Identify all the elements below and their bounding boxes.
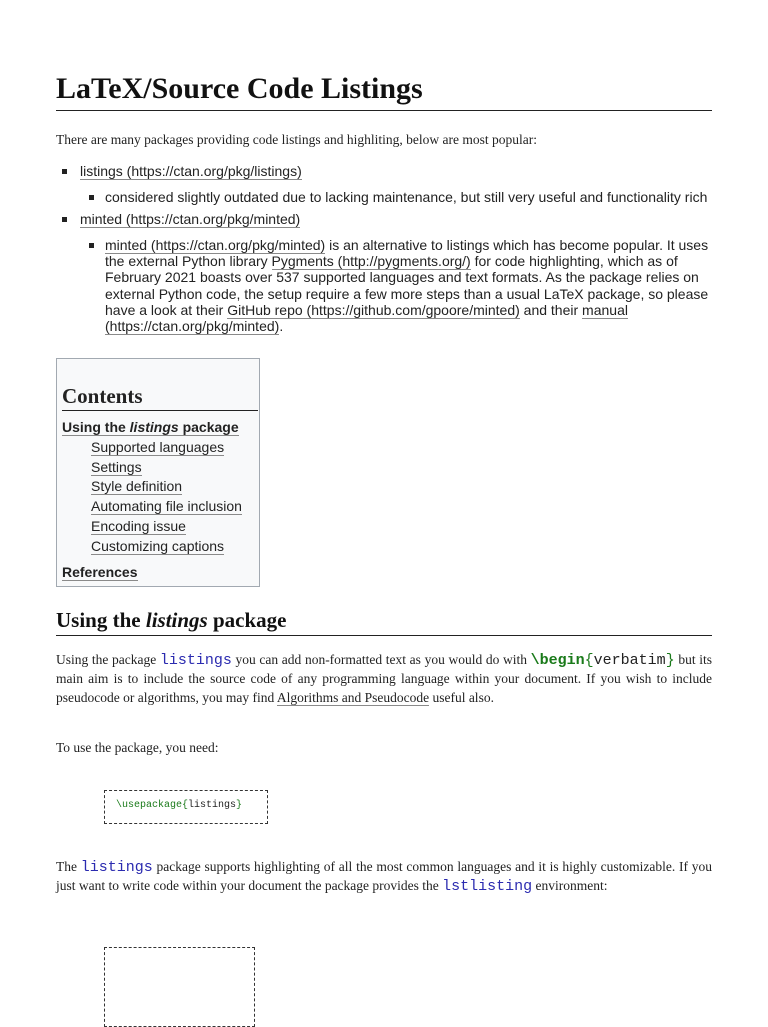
toc-list [62, 418, 262, 582]
section-paragraph-1 [56, 651, 712, 707]
toc-item-customizing-captions[interactable] [62, 537, 262, 557]
minted-desc-text-4: . [279, 318, 284, 335]
toc-section-suffix: package [178, 419, 239, 435]
toc-item-encoding-issue[interactable] [62, 517, 262, 537]
p3-code-listings: listings [80, 859, 153, 876]
toc-item-references[interactable] [62, 563, 262, 583]
listings-note: considered slightly outdated due to lacking maintenance, but still very useful and functionality rich [80, 189, 712, 205]
p1-code-rbrace: } [665, 652, 675, 669]
section-heading-prefix: Using the [56, 608, 146, 632]
table-of-contents [56, 358, 260, 587]
toc-item-automating-file-inclusion[interactable] [62, 497, 262, 517]
toc-link-supported-languages[interactable]: Supported languages [91, 438, 225, 455]
toc-link-using-listings[interactable] [62, 419, 239, 436]
p1-text-b: you can add non-formatted text as you would do with [231, 652, 531, 667]
p3-text-a: The [56, 859, 81, 874]
section-heading-suffix: package [207, 608, 287, 632]
toc-link-customizing-captions[interactable]: Customizing captions [91, 537, 225, 554]
p1-text-a: Using the package [56, 652, 160, 667]
toc-link-settings[interactable]: Settings [91, 458, 142, 475]
listings-link[interactable]: listings (https://ctan.org/pkg/listings) [80, 163, 302, 179]
p3-code-lstlisting: lstlisting [442, 878, 533, 896]
toc-link-encoding-issue[interactable]: Encoding issue [91, 517, 186, 534]
code-rbrace: } [236, 800, 243, 811]
minted-description [80, 237, 712, 335]
p1-code-begin: \begin [530, 652, 585, 669]
code-arg-listings: listings [188, 800, 237, 811]
minted-desc-text-2: for code highlighting, which as of February 2021 boasts over 537 supported languages and text formats. As the package relies on external Python code, the setup require a few more steps than a usual LaTeX package, so please have a look at their [105, 253, 709, 319]
toc-item-supported-languages[interactable] [62, 438, 262, 458]
minted-link[interactable]: minted (https://ctan.org/pkg/minted) [80, 210, 301, 227]
algorithms-pseudocode-link[interactable]: Algorithms and Pseudocode [276, 689, 430, 705]
toc-title: Contents [62, 383, 258, 411]
section-paragraph-3 [56, 858, 712, 897]
toc-link-references[interactable]: References [62, 563, 138, 580]
p1-text-d: useful also. [429, 689, 494, 705]
package-list [56, 163, 712, 335]
code-cmd-usepackage: \usepackage [116, 800, 183, 811]
p1-text-c: but its main aim is to include the source code of any programming language within your document. If you wish to include pseudocode or algorithms, you may find [56, 652, 712, 705]
p1-code-verbatim: verbatim [593, 652, 666, 669]
list-item-minted [56, 211, 712, 335]
section-paragraph-2: To use the package, you need: [56, 740, 219, 755]
toc-link-style-definition[interactable]: Style definition [91, 478, 183, 495]
p1-code-lbrace: { [584, 652, 594, 669]
minted-desc-text-1: is an alternative to listings which has become popular. It uses the external Python library [105, 236, 709, 270]
p1-code-listings: listings [159, 652, 232, 669]
toc-item-settings[interactable] [62, 458, 262, 478]
p3-text-c: environment: [532, 878, 608, 894]
minted-desc-link[interactable]: minted (https://ctan.org/pkg/minted) [105, 236, 326, 253]
minted-sublist [80, 237, 712, 335]
toc-section-em: listings [129, 419, 179, 435]
intro-paragraph: There are many packages providing code listings and highliting, below are most popular: [56, 132, 537, 147]
section-heading [56, 606, 712, 636]
github-repo-link[interactable]: GitHub repo (https://github.com/gpoore/minted) [227, 302, 520, 319]
manual-link[interactable]: manual (https://ctan.org/pkg/minted) [105, 302, 628, 335]
code-block-lstlisting [104, 947, 255, 1027]
code-line-usepackage [116, 800, 242, 811]
toc-item-style-definition[interactable] [62, 477, 262, 497]
listings-sublist [80, 189, 712, 205]
toc-link-automating-file-inclusion[interactable]: Automating file inclusion [91, 498, 242, 515]
list-item-listings [56, 163, 712, 206]
toc-section-prefix: Using the [62, 419, 130, 435]
page-title: LaTeX/Source Code Listings [56, 70, 712, 111]
code-block-usepackage [104, 790, 268, 824]
toc-item-using-listings[interactable] [62, 418, 262, 438]
code-lbrace: { [182, 800, 189, 811]
p3-text-b: package supports highlighting of all the most common languages and it is highly customizable. If you just want to write code within your document the package provides the [56, 859, 712, 894]
minted-desc-text-3: and their [519, 302, 583, 319]
pygments-link[interactable]: Pygments (http://pygments.org/) [271, 253, 471, 270]
section-heading-em: listings [145, 608, 208, 632]
